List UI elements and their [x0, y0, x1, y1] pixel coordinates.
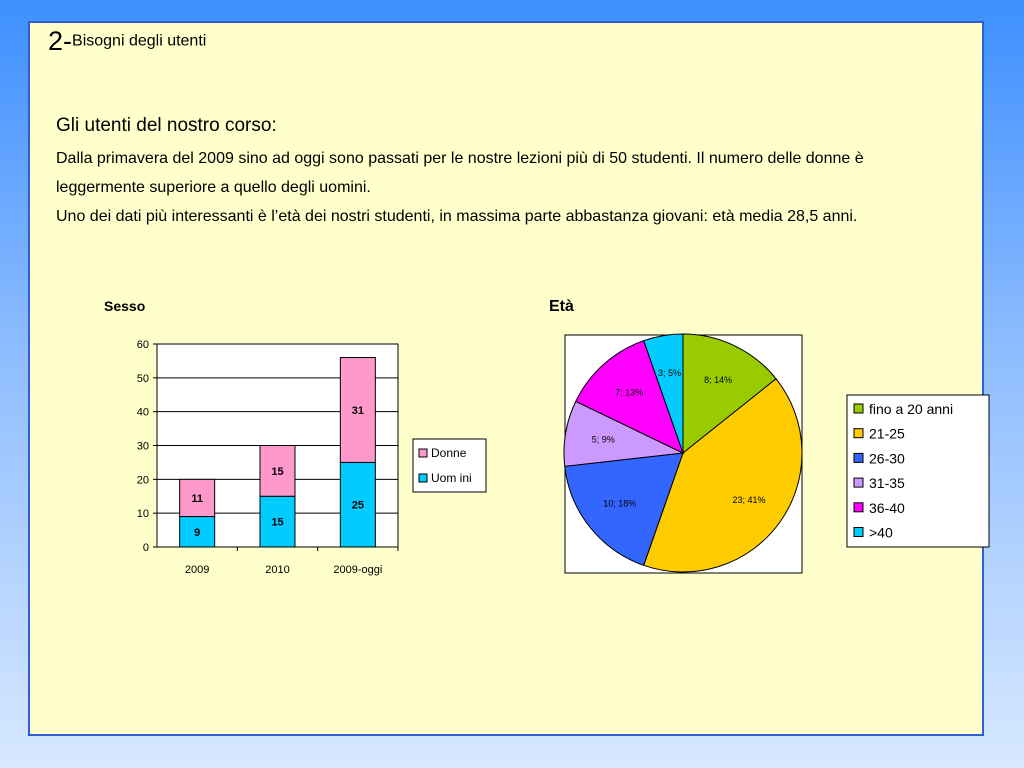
- pie-chart-title: Età: [549, 298, 574, 315]
- y-tick-label: 0: [142, 542, 149, 554]
- legend-swatch: [854, 478, 863, 487]
- slide: [28, 21, 984, 736]
- pie-chart: [550, 323, 990, 583]
- slide-title: [48, 26, 206, 57]
- legend-swatch: [854, 453, 863, 462]
- bar-chart-title: Sesso: [104, 298, 146, 314]
- paragraph-age: Uno dei dati più interessanti è l’età dei nostri studenti, in massima parte abbastanza giovani: età media 28,5 anni.: [56, 208, 858, 225]
- legend-swatch: [854, 404, 863, 413]
- legend-label: Donne: [431, 446, 467, 460]
- slide-number: 2-: [48, 26, 73, 56]
- pie-data-label: 7; 13%: [615, 387, 644, 398]
- legend-swatch: [854, 429, 863, 438]
- y-tick-label: 10: [136, 508, 149, 521]
- x-tick-label: 2009: [184, 564, 210, 576]
- pie-legend: [847, 395, 989, 547]
- pie-data-label: 8; 14%: [704, 375, 733, 386]
- x-tick-label: 2010: [265, 564, 290, 576]
- pie-data-label: 3; 5%: [657, 368, 681, 379]
- x-tick-label: 2009-oggi: [333, 564, 383, 576]
- pie-data-label: 10; 18%: [603, 498, 637, 509]
- bar-data-label: 15: [271, 516, 284, 529]
- y-tick-label: 40: [136, 406, 149, 419]
- legend-label: 31-35: [869, 475, 905, 492]
- bar-data-label: 15: [271, 465, 284, 478]
- y-tick-label: 60: [136, 339, 149, 351]
- legend-label: fino a 20 anni: [869, 401, 954, 417]
- legend-label: >40: [869, 524, 893, 541]
- intro-heading: Gli utenti del nostro corso:: [56, 115, 277, 136]
- y-tick-label: 50: [136, 372, 149, 385]
- legend-swatch: [854, 503, 863, 512]
- bar-legend: [413, 439, 486, 492]
- y-tick-label: 30: [136, 440, 149, 453]
- y-tick-label: 20: [136, 474, 149, 487]
- pie-data-label: 5; 9%: [591, 434, 615, 445]
- legend-swatch: [419, 474, 427, 482]
- pie-data-label: 23; 41%: [732, 494, 766, 505]
- bar-data-label: 31: [351, 404, 364, 417]
- bar-data-label: 9: [194, 526, 201, 539]
- legend-swatch: [854, 528, 863, 537]
- legend-label: 21-25: [869, 425, 905, 442]
- bar-data-label: 11: [191, 492, 203, 505]
- bar-data-label: 25: [351, 499, 364, 512]
- legend-label: 36-40: [869, 499, 905, 516]
- paragraph-students: Dalla primavera del 2009 sino ad oggi sono passati per le nostre lezioni più di 50 studenti. Il numero delle donne è leggermente superiore a quello degli uomini.: [56, 150, 864, 196]
- legend-label: 26-30: [869, 450, 905, 467]
- legend-swatch: [419, 449, 427, 457]
- slide-title-text: Bisogni degli utenti: [72, 32, 207, 50]
- legend-label: Uom ini: [431, 471, 472, 485]
- bar-chart: [90, 323, 530, 583]
